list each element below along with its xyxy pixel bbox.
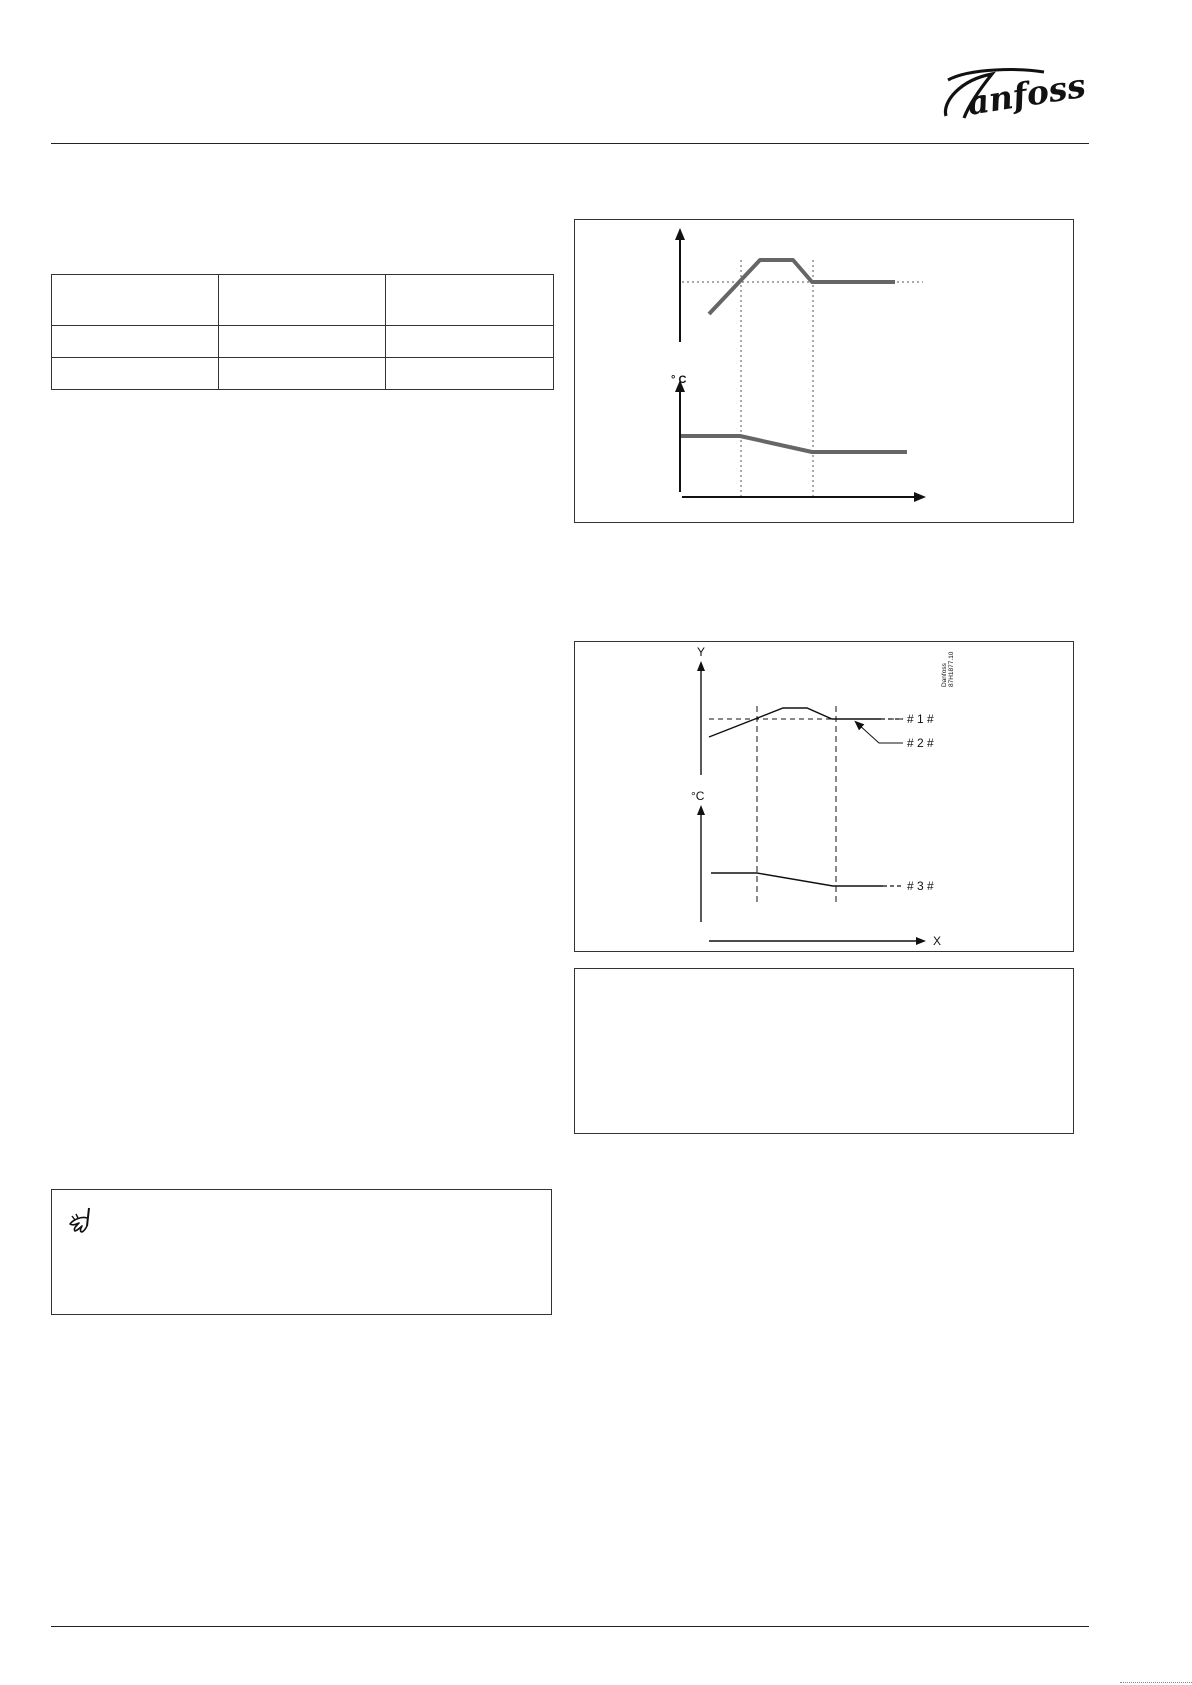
svg-text:anfoss: anfoss [964, 65, 1089, 123]
data-table [51, 274, 554, 390]
temp-unit-label: ° C [671, 374, 687, 386]
table-cell [52, 358, 219, 390]
y-axis-label: Y [697, 645, 706, 659]
curve-label-1: # 1 # [907, 712, 934, 726]
label-2-leader [858, 724, 903, 743]
table-cell [219, 275, 386, 326]
figure-2-diagram [575, 642, 1073, 951]
drawing-code-line-2: 87H1877.10 [948, 651, 955, 687]
note-box [51, 1189, 552, 1315]
footer-rule [51, 1626, 1089, 1627]
table-row [52, 326, 554, 358]
table-row [52, 275, 554, 326]
curve-label-2: # 2 # [907, 736, 934, 750]
lower-curve [711, 873, 883, 886]
table-cell [219, 358, 386, 390]
table-cell [52, 275, 219, 326]
lower-curve [681, 436, 907, 452]
figure-2-caption-box [574, 968, 1074, 1134]
figure-2 [574, 641, 1074, 952]
danfoss-logo [940, 62, 1090, 124]
table-row [52, 358, 554, 390]
page-corner-mark [1120, 1682, 1192, 1683]
x-axis-label: X [933, 934, 942, 948]
header-rule [51, 143, 1089, 144]
table-cell [219, 326, 386, 358]
pointing-hand-icon [67, 1206, 97, 1236]
table-cell [52, 326, 219, 358]
table-cell [386, 275, 554, 326]
figure-1-diagram [575, 220, 1073, 522]
upper-curve [709, 708, 881, 737]
temp-unit-label: °C [691, 789, 705, 803]
table-cell [386, 358, 554, 390]
drawing-code-line-1: Danfoss [941, 663, 948, 687]
table-cell [386, 326, 554, 358]
figure-1 [574, 219, 1074, 523]
upper-curve [709, 260, 895, 314]
curve-label-3: # 3 # [907, 879, 934, 893]
